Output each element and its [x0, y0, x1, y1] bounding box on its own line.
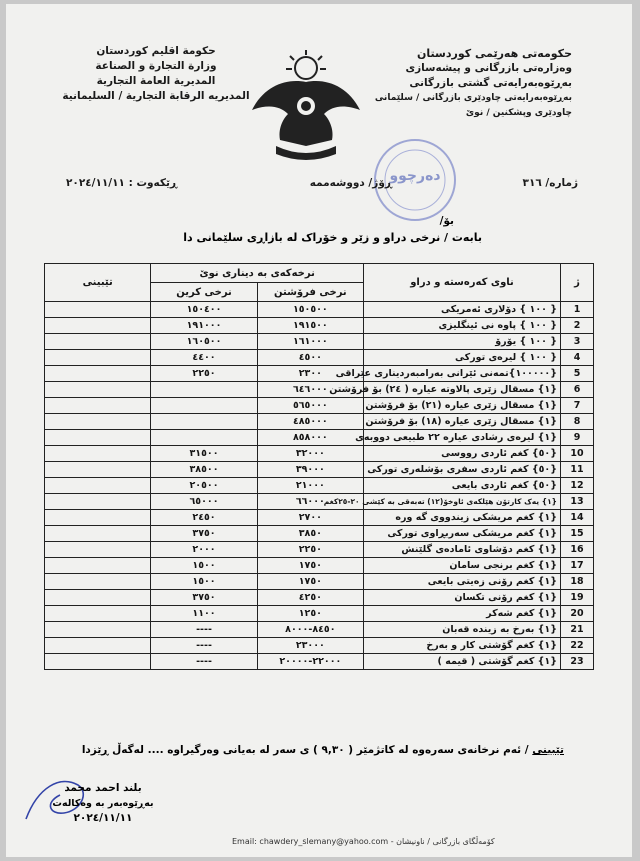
table-row — [45, 654, 594, 670]
row-buy-price: ٣٨٥٠٠ — [151, 462, 257, 478]
row-item: {٥٠} کغم ئاردی سفری بۆشلەری تورکی — [364, 462, 561, 478]
document-page — [6, 4, 632, 857]
row-item: {١} بەرخ بە زیندە قەبان — [364, 622, 561, 638]
letterhead-line: بەڕێوەبەرایەتی چاودێری بازرگانی / سلێمانی — [374, 93, 572, 103]
row-note — [45, 302, 151, 318]
arabic-letterhead — [56, 44, 256, 104]
row-sell-price: ٤٥٠٠ — [257, 350, 363, 366]
table-row — [45, 382, 594, 398]
table-row — [45, 430, 594, 446]
col-header-buy: نرخی کرین — [151, 283, 257, 302]
row-buy-price: ٦٥٠٠٠ — [151, 494, 257, 510]
row-item: {١} کغم مریشکی سەربڕاوی تورکی — [364, 526, 561, 542]
row-note — [45, 318, 151, 334]
table-row — [45, 478, 594, 494]
row-item: {١} مسقال زێری عیارە (٢١) بۆ فرۆشتن — [364, 398, 561, 414]
row-note — [45, 558, 151, 574]
price-table — [44, 263, 594, 670]
row-item: {١} مسقال زێری عیارە (١٨) بۆ فرۆشتن — [364, 414, 561, 430]
table-row — [45, 398, 594, 414]
row-number: 20 — [561, 606, 594, 622]
signature-date: ٢٠٢٤/١١/١١ — [73, 812, 133, 824]
row-item: {٥٠} کغم ئاردی رووسی — [364, 446, 561, 462]
row-buy-price: ١٥٠٤٠٠ — [151, 302, 257, 318]
table-row — [45, 638, 594, 654]
row-item: {١} کغم دۆشاوی ئامادەی گلێنش — [364, 542, 561, 558]
signatory-title: بەڕێوەبەر بە وەکالەت — [52, 798, 154, 809]
footnote-label: تێبینی — [532, 744, 564, 756]
row-buy-price: ١٩١٠٠٠ — [151, 318, 257, 334]
row-note — [45, 398, 151, 414]
row-note — [45, 542, 151, 558]
row-buy-price: ٣٧٥٠ — [151, 590, 257, 606]
table-row — [45, 606, 594, 622]
row-note — [45, 478, 151, 494]
table-row — [45, 558, 594, 574]
row-buy-price: ٢٠٥٠٠ — [151, 478, 257, 494]
row-item: { ١٠٠ } پاوە نی ئینگلیزی — [364, 318, 561, 334]
row-number: 16 — [561, 542, 594, 558]
row-buy-price: ٢٢٥٠ — [151, 366, 257, 382]
row-item: {١٠٠٠٠٠}تمەنی ئێرانی بەرامبەردیناری عێراقی — [364, 366, 561, 382]
table-row — [45, 302, 594, 318]
row-buy-price: ٣٧٥٠ — [151, 526, 257, 542]
row-note — [45, 350, 151, 366]
row-buy-price: ---- — [151, 622, 257, 638]
row-item: {١} کغم شەکر — [364, 606, 561, 622]
row-number: 4 — [561, 350, 594, 366]
table-row — [45, 590, 594, 606]
row-number: 18 — [561, 574, 594, 590]
table-row — [45, 574, 594, 590]
row-item: {١} یەک کارتۆن هێلکەی ئاوخۆ(١٢) تەبەقی بە کێشی ٢٠-٢٥کغم — [364, 494, 561, 510]
col-header-no: ژ — [561, 264, 594, 302]
letterhead-line: وەزارەتی بازرگانی و پیشەسازی — [405, 62, 572, 74]
row-item: {١} کغم برنجی سامان — [364, 558, 561, 574]
row-sell-price: ٣٩٠٠٠ — [257, 462, 363, 478]
letterhead-line: بەڕێوەبەرایەتی گشتی بازرگانی — [409, 77, 572, 89]
document-date: ڕێکەوت : ٢٠٢٤/١١/١١ — [66, 177, 178, 189]
row-sell-price: ١٧٥٠ — [257, 558, 363, 574]
row-item: {١} کغم مریشکی زیندووی گە ورە — [364, 510, 561, 526]
row-item: {١} مسقال زێری پالاوتە عیارە ( ٢٤) بۆ فرۆشتن — [364, 382, 561, 398]
row-sell-price: ٦٤٦٠٠٠ — [257, 382, 363, 398]
row-number: 8 — [561, 414, 594, 430]
row-number: 23 — [561, 654, 594, 670]
row-number: 3 — [561, 334, 594, 350]
row-buy-price — [151, 382, 257, 398]
row-buy-price: ٢٠٠٠ — [151, 542, 257, 558]
row-sell-price: ٨٤٥٠-٨٠٠٠ — [257, 622, 363, 638]
row-item: {١} کغم گۆشتی ( قیمە ) — [364, 654, 561, 670]
row-note — [45, 382, 151, 398]
letterhead-line: چاودێری وپشکنین / نوێ — [465, 108, 572, 118]
table-row — [45, 446, 594, 462]
row-number: 9 — [561, 430, 594, 446]
row-buy-price: ٣١٥٠٠ — [151, 446, 257, 462]
row-item: { ١٠٠ } یۆرۆ — [364, 334, 561, 350]
table-row — [45, 462, 594, 478]
footnote-text: / ئەم نرخانەی سەرەوە لە کاتژمێر ( ٩,٣٠ ) ی سەر لە بەیانی وەرگیراوە .... لەگەڵ ڕێزدا — [81, 744, 529, 756]
stamp-text: دەرچوو — [389, 168, 441, 184]
row-buy-price: ٢٤٥٠ — [151, 510, 257, 526]
row-number: 14 — [561, 510, 594, 526]
col-header-sell: نرخی فرۆشتن — [257, 283, 363, 302]
row-sell-price: ٢١٠٠٠ — [257, 478, 363, 494]
col-header-note: تێبینی — [45, 264, 151, 302]
row-sell-price: ١٦١٠٠٠ — [257, 334, 363, 350]
row-number: 1 — [561, 302, 594, 318]
table-row — [45, 366, 594, 382]
row-buy-price: ---- — [151, 654, 257, 670]
row-note — [45, 334, 151, 350]
row-note — [45, 622, 151, 638]
row-note — [45, 446, 151, 462]
row-sell-price: ١٢٥٠ — [257, 606, 363, 622]
row-sell-price: ٦٦٠٠٠ — [257, 494, 363, 510]
table-row — [45, 334, 594, 350]
row-number: 12 — [561, 478, 594, 494]
row-buy-price: ١٥٠٠ — [151, 558, 257, 574]
letterhead-line: وزارة التجارة و الصناعة — [95, 60, 217, 72]
row-number: 11 — [561, 462, 594, 478]
row-note — [45, 526, 151, 542]
table-row — [45, 526, 594, 542]
row-note — [45, 654, 151, 670]
table-row — [45, 622, 594, 638]
row-buy-price: ---- — [151, 638, 257, 654]
row-sell-price: ١٩١٥٠٠ — [257, 318, 363, 334]
row-buy-price: ١١٠٠ — [151, 606, 257, 622]
row-note — [45, 430, 151, 446]
table-row — [45, 510, 594, 526]
row-sell-price: ٤٨٥٠٠٠ — [257, 414, 363, 430]
letterhead-line: المديريه الرقابة التجارية / السليمانية — [62, 90, 250, 102]
day-label: ڕۆژ/ دووشەممە — [309, 177, 392, 189]
row-note — [45, 366, 151, 382]
row-buy-price: ١٦٠٥٠٠ — [151, 334, 257, 350]
footer-contact: Email: chawdery_slemany@yahoo.com - کۆمەڵگای بازرگانی / ناونیشان — [232, 837, 495, 846]
footnote — [81, 744, 564, 756]
table-row — [45, 542, 594, 558]
kurdistan-eagle-seal-icon — [242, 48, 370, 162]
row-number: 2 — [561, 318, 594, 334]
row-number: 10 — [561, 446, 594, 462]
table-row — [45, 494, 594, 510]
table-row — [45, 318, 594, 334]
letterhead-line: حکومەتی هەرێمی کوردستان — [417, 47, 572, 60]
row-note — [45, 606, 151, 622]
row-sell-price: ٨٥٨٠٠٠ — [257, 430, 363, 446]
col-header-item: ناوی کەرەستە و دراو — [364, 264, 561, 302]
row-sell-price: ٢٢٠٠٠-٢٠٠٠٠ — [257, 654, 363, 670]
row-note — [45, 462, 151, 478]
reference-number: ژمارە/ ٣١٦ — [522, 177, 578, 189]
table-row — [45, 350, 594, 366]
row-sell-price: ٣٨٥٠ — [257, 526, 363, 542]
col-header-group: نرخەکەی بە دیناری نوێ — [151, 264, 364, 283]
row-number: 6 — [561, 382, 594, 398]
row-note — [45, 638, 151, 654]
row-sell-price: ٢٢٥٠ — [257, 542, 363, 558]
row-item: {٥٠} کغم ئاردی بایعی — [364, 478, 561, 494]
row-item: {١} کغم رۆنی تکسان — [364, 590, 561, 606]
row-sell-price: ٢٧٠٠ — [257, 510, 363, 526]
row-note — [45, 510, 151, 526]
row-buy-price — [151, 414, 257, 430]
row-number: 13 — [561, 494, 594, 510]
row-note — [45, 574, 151, 590]
signatory-name: بلند احمد محمد — [64, 782, 142, 794]
row-number: 22 — [561, 638, 594, 654]
row-note — [45, 590, 151, 606]
row-sell-price: ٣٢٠٠٠ — [257, 446, 363, 462]
row-note — [45, 414, 151, 430]
row-item: {١} لیرەی رشادی عیارە ٢٢ طبیعی دووبەی — [364, 430, 561, 446]
letterhead-line: حكومة اقليم كوردستان — [96, 45, 216, 57]
row-note — [45, 494, 151, 510]
signature-block — [28, 781, 178, 826]
row-number: 7 — [561, 398, 594, 414]
row-item: {١} کغم گۆشتی کار و بەرخ — [364, 638, 561, 654]
row-sell-price: ٢٣٠٠٠ — [257, 638, 363, 654]
row-buy-price: ١٥٠٠ — [151, 574, 257, 590]
row-number: 5 — [561, 366, 594, 382]
row-sell-price: ٢٣٠٠ — [257, 366, 363, 382]
row-sell-price: ١٧٥٠ — [257, 574, 363, 590]
row-number: 15 — [561, 526, 594, 542]
row-number: 19 — [561, 590, 594, 606]
row-number: 17 — [561, 558, 594, 574]
row-item: {١} کغم رۆنی زەیتی بایعی — [364, 574, 561, 590]
row-buy-price: ٤٤٠٠ — [151, 350, 257, 366]
row-buy-price — [151, 398, 257, 414]
letterhead-line: المديرية العامة التجارية — [96, 75, 216, 87]
subject-line: بابەت / نرخی دراو و زێر و خۆراک لە بازاڕی سلێمانی دا — [183, 231, 482, 244]
recipient-label: بۆ/ — [439, 215, 454, 227]
row-number: 21 — [561, 622, 594, 638]
row-item: { ١٠٠ } لیرەی تورکی — [364, 350, 561, 366]
row-sell-price: ١٥٠٥٠٠ — [257, 302, 363, 318]
table-row — [45, 414, 594, 430]
row-sell-price: ٥٦٥٠٠٠ — [257, 398, 363, 414]
row-buy-price — [151, 430, 257, 446]
row-sell-price: ٤٢٥٠ — [257, 590, 363, 606]
row-item: { ١٠٠ } دۆلاری ئەمریکی — [364, 302, 561, 318]
